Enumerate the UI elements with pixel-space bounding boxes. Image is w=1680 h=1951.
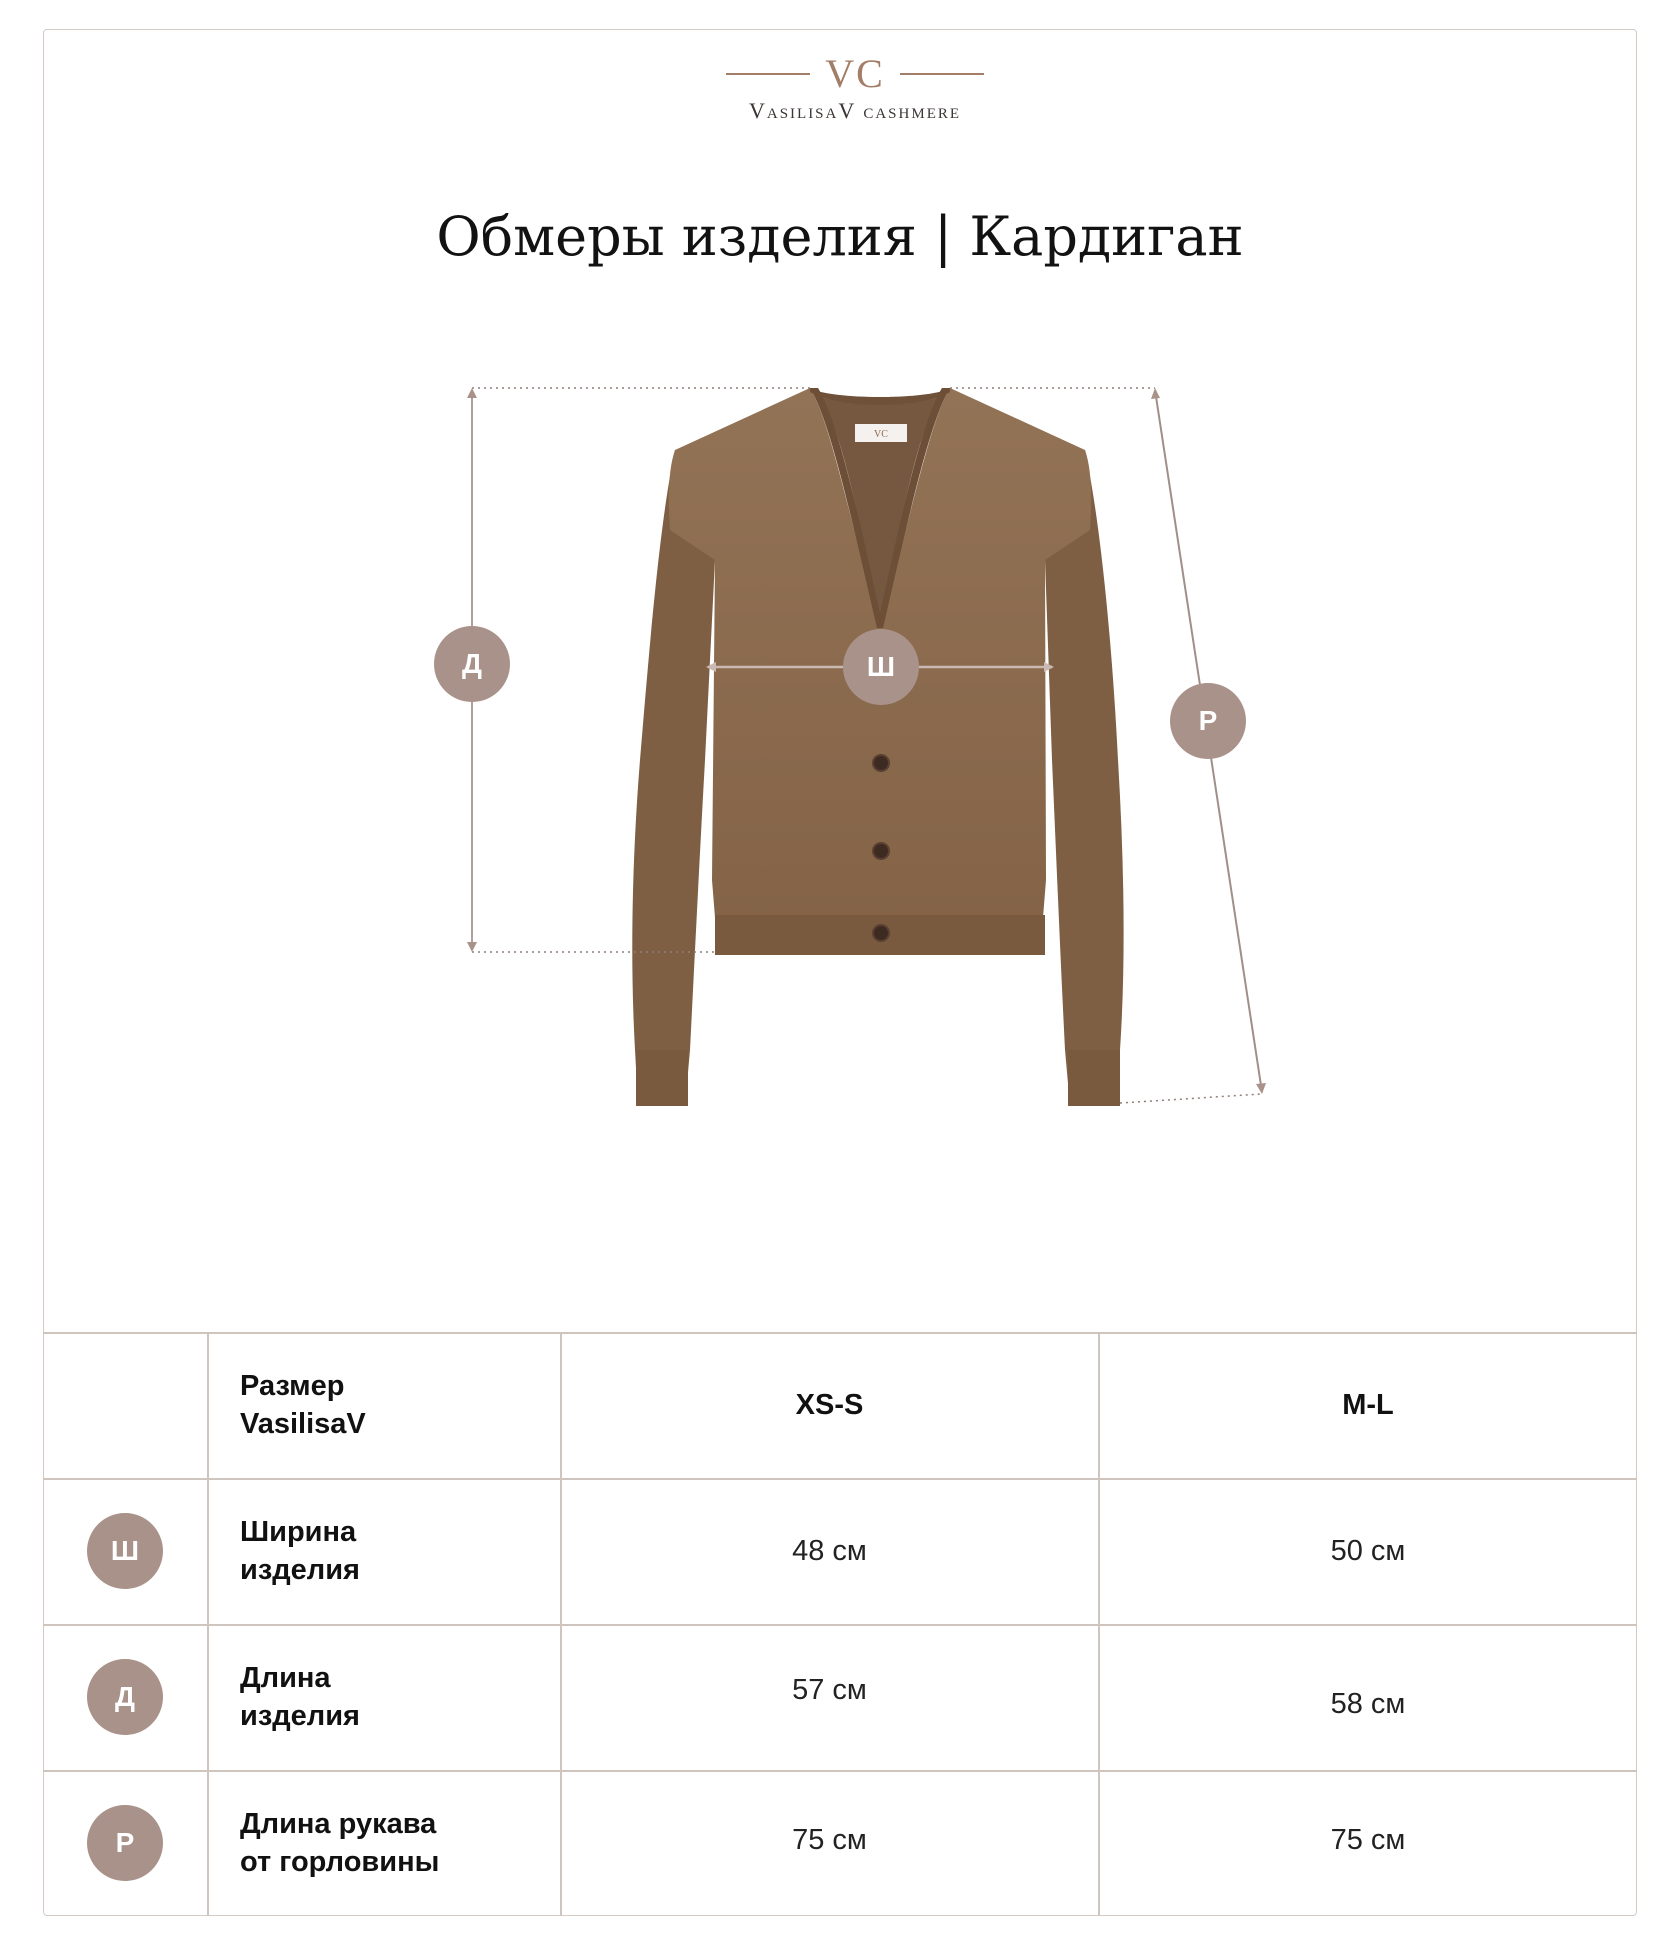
width-value-xs-s: 48 см — [792, 1534, 867, 1567]
row-label-length: Длина изделия — [240, 1662, 360, 1732]
length-marker-badge: Д — [434, 626, 510, 702]
sleeve-marker-badge: Р — [1170, 683, 1246, 759]
sleeve-value-m-l: 75 см — [1330, 1823, 1406, 1856]
page-title: Обмеры изделия | Кардиган — [436, 205, 1244, 268]
width-marker-badge: Ш — [843, 629, 919, 705]
button-1 — [873, 755, 889, 771]
width-row-badge: Ш — [87, 1513, 163, 1589]
logo-brand-name: VasilisaV cashmere — [748, 98, 962, 123]
size-header-xs-s: XS-S — [795, 1388, 864, 1421]
button-2 — [873, 843, 889, 859]
size-header-m-l: M-L — [1342, 1388, 1394, 1421]
length-value-m-l: 58 см — [1330, 1687, 1406, 1720]
size-table — [43, 1332, 1637, 1916]
left-cuff — [636, 1050, 688, 1106]
right-cuff — [1068, 1050, 1120, 1106]
width-value-m-l: 50 см — [1330, 1534, 1406, 1567]
svg-text:VC: VC — [874, 429, 888, 440]
sleeve-value-xs-s: 75 см — [792, 1823, 867, 1856]
length-row-badge: Д — [87, 1659, 163, 1735]
size-header-label: Размер VasilisaV — [240, 1370, 366, 1440]
row-label-sleeve: Длина рукава от горловины — [240, 1808, 440, 1878]
row-label-width: Ширина изделия — [240, 1516, 360, 1586]
sleeve-bottom-guide — [1120, 1094, 1262, 1103]
button-3 — [873, 925, 889, 941]
sleeve-row-badge: Р — [87, 1805, 163, 1881]
logo-monogram: VC — [825, 51, 885, 96]
table-row-width-marker-cell — [43, 1478, 207, 1624]
table-row-length-marker-cell — [43, 1624, 207, 1770]
length-value-xs-s: 57 см — [792, 1673, 867, 1706]
table-row-sleeve-marker-cell — [43, 1770, 207, 1916]
